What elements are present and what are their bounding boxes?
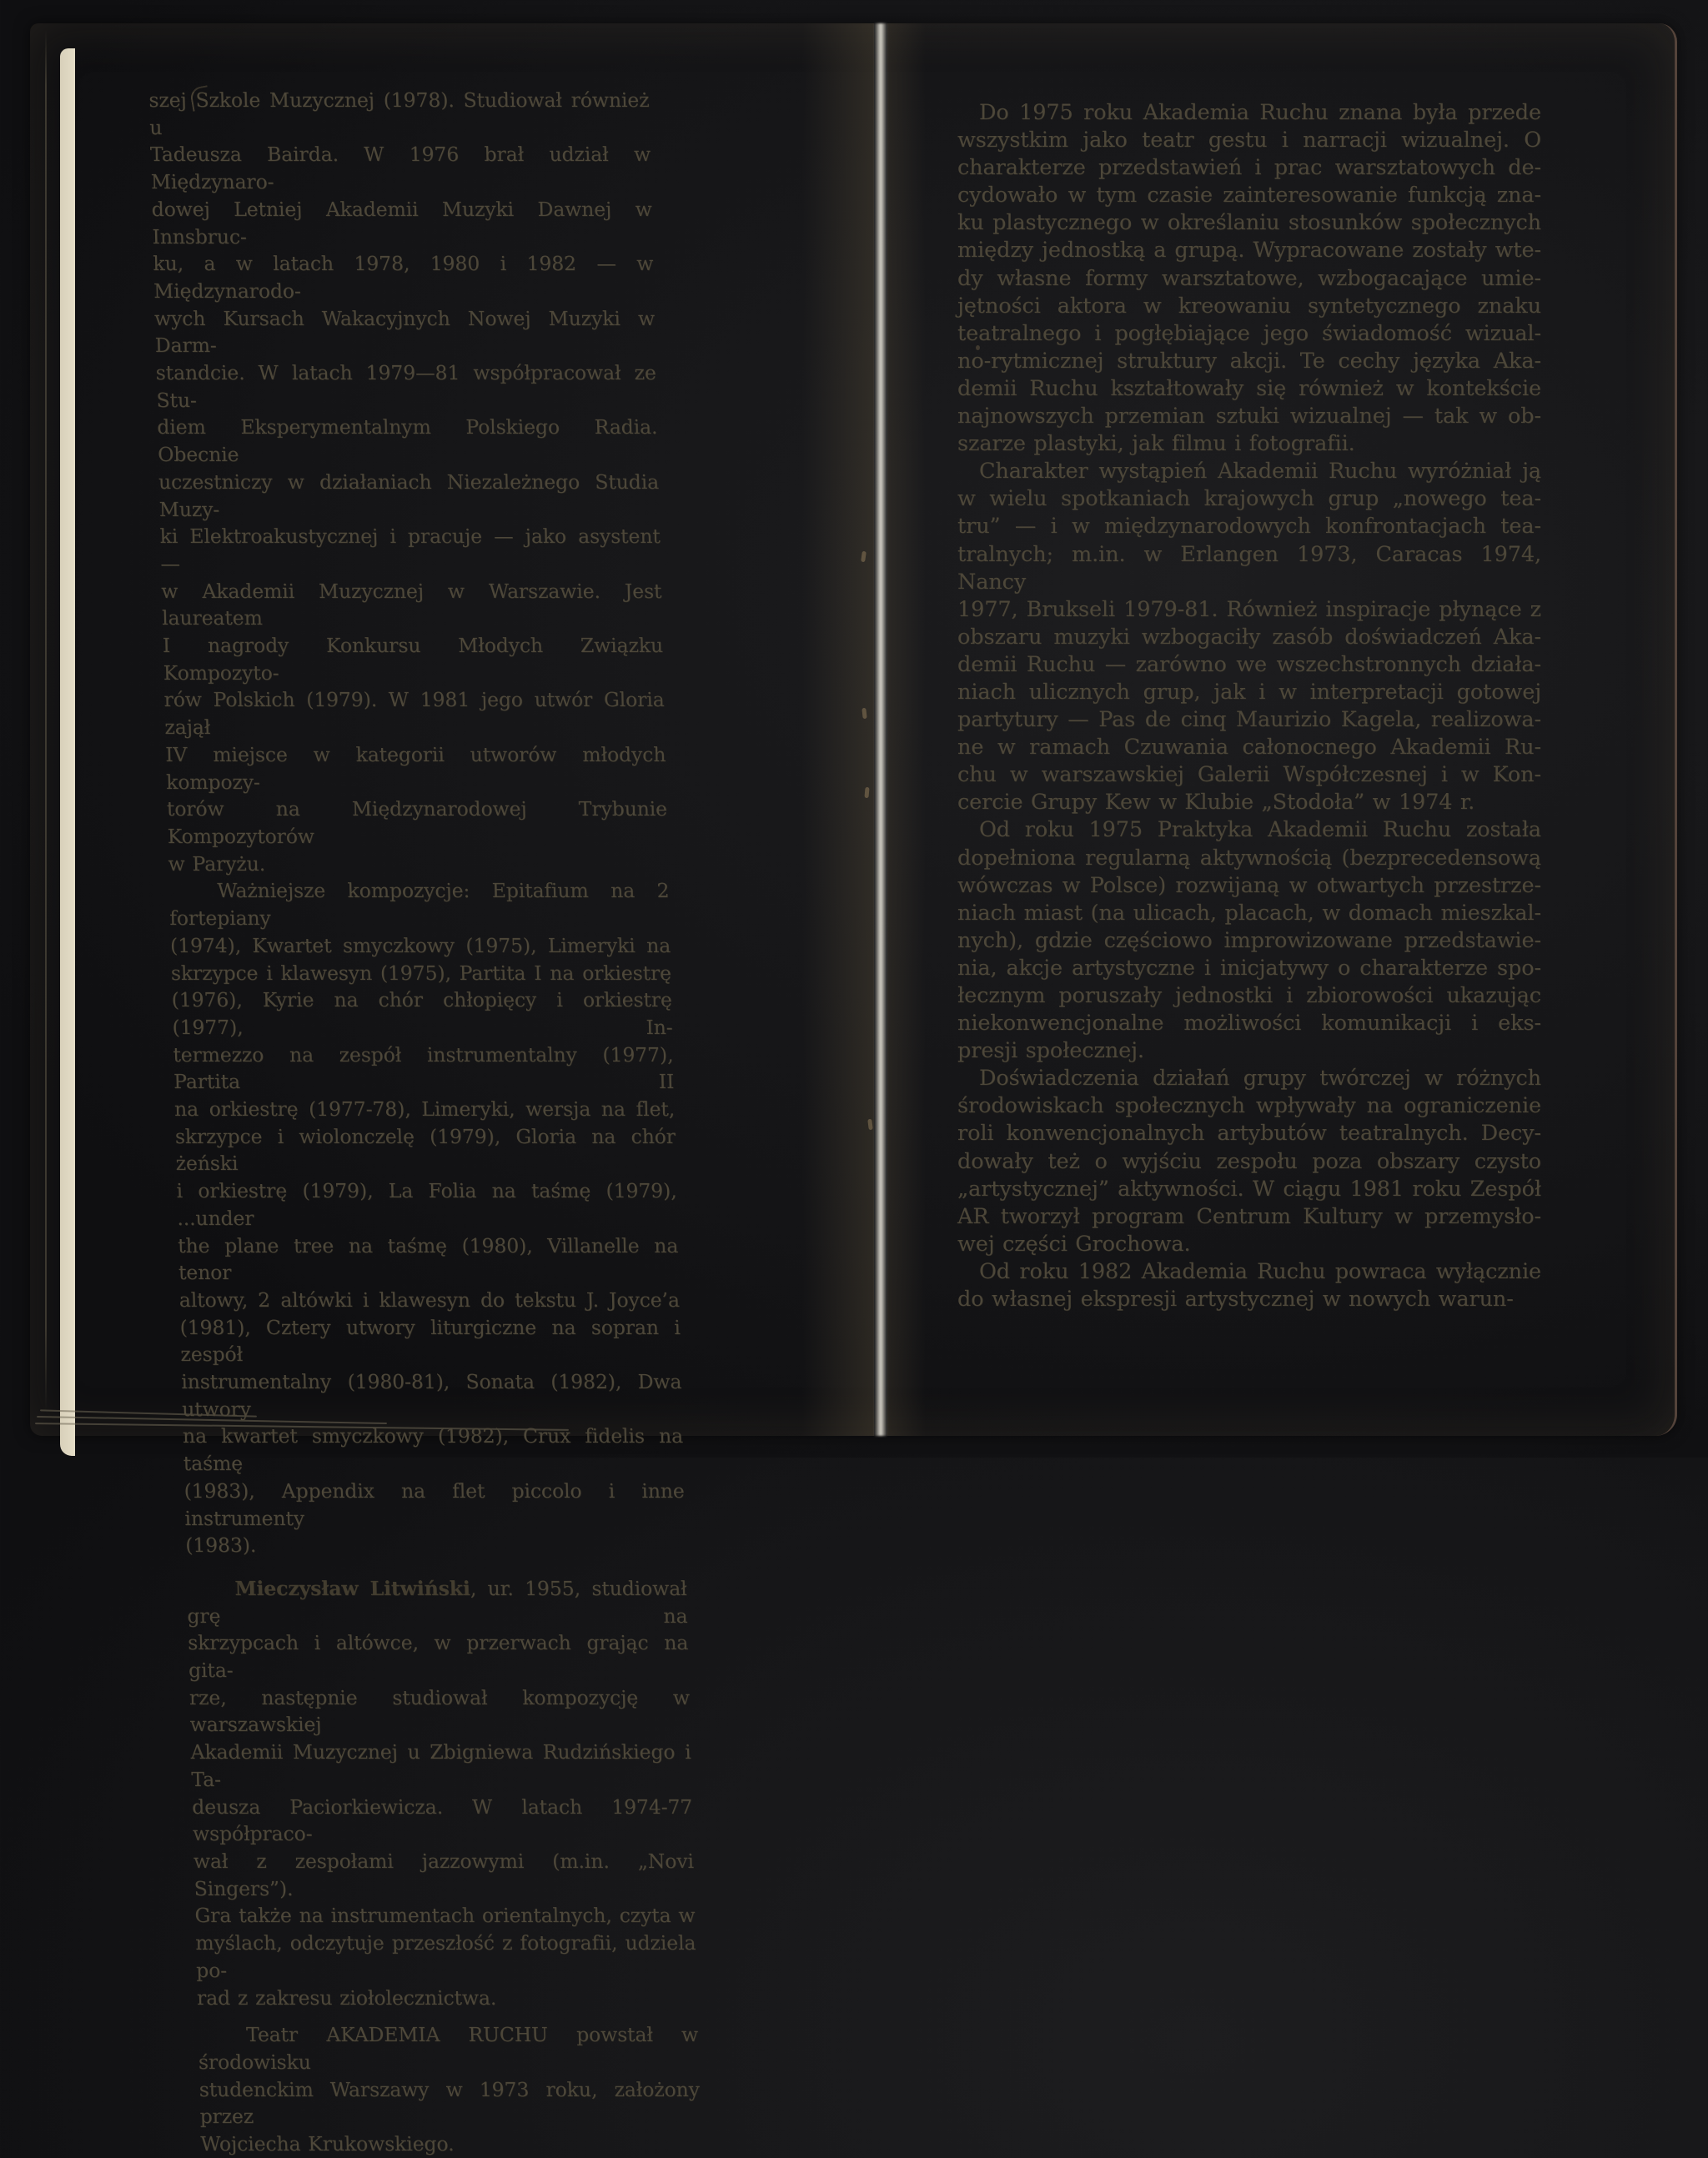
text-line: niekonwencjonalne możliwości komunikacji i eks-: [957, 1011, 1541, 1036]
text-line: obszaru muzyki wzbogaciły zasób doświadczeń Aka-: [957, 624, 1541, 650]
text-line: rad z zakresu ziołolecznictwa.: [196, 1985, 497, 2010]
text-line: Tadeusza Bairda. W 1976 brał udział w Międzynaro-: [149, 143, 651, 194]
page-stack-edge: [60, 48, 75, 1456]
text-line: chu w warszawskiej Galerii Współczesnej i w Kon-: [957, 762, 1541, 788]
text-line: jętności aktora w kreowaniu syntetycznego znaku: [957, 293, 1541, 319]
text-line: torów na Międzynarodowej Trybunie Kompozytorów: [166, 797, 668, 848]
text-line: charakterze przedstawień i prac warsztatowych de-: [957, 155, 1541, 181]
text-line: tralnych; m.in. w Erlangen 1973, Caracas 1974, Nancy: [957, 541, 1541, 595]
text-line: Doświadczenia działań grupy twórczej w różnych: [979, 1066, 1541, 1092]
text-line: the plane tree na taśmę (1980), Villanelle na tenor: [177, 1233, 679, 1285]
text-line: do własnej ekspresji artystycznej w nowych warun-: [957, 1287, 1514, 1312]
text-line: ki Elektroakustycznej i pracuje — jako asystent —: [159, 524, 661, 575]
left-page-text-column: [148, 87, 701, 2158]
text-line: (1983), Appendix na flet piccolo i inne instrumenty: [183, 1478, 685, 1530]
paragraph: [957, 816, 1541, 1065]
text-line: dowały też o wyjściu zespołu poza obszary czysto: [957, 1148, 1541, 1174]
text-line: (1981), Cztery utwory liturgiczne na sopran i zespół: [179, 1315, 681, 1367]
text-line: wówczas w Polsce) rozwijaną w otwartych przestrze-: [957, 872, 1541, 898]
text-line: Od roku 1975 Praktyka Akademii Ruchu została: [979, 817, 1541, 843]
paragraph: [957, 1065, 1541, 1258]
person-name-bold: Mieczysław Litwiński: [234, 1576, 471, 1600]
text-line: dopełniona regularną aktywnością (bezprecedensową: [957, 845, 1541, 871]
text-line: szarze plastyki, jak filmu i fotografii.: [957, 431, 1355, 457]
text-line: najnowszych przemian sztuki wizualnej — tak w ob-: [957, 404, 1541, 429]
text-line: termezzo na zespół instrumentalny (1977), Partita II: [173, 1042, 675, 1094]
page-edge-line: [45, 30, 47, 1411]
text-line: w Paryżu.: [168, 851, 266, 876]
text-line: IV miejsce w kategorii utworów młodych kompozy-: [164, 742, 666, 794]
text-line: wych Kursach Wakacyjnych Nowej Muzyki w Darm-: [153, 306, 656, 358]
text-line: myślach, odczytuje przeszłość z fotografii, udziela po-: [194, 1931, 696, 1982]
text-line: rów Polskich (1979). W 1981 jego utwór Gloria zajął: [163, 688, 665, 740]
text-line: (1974), Kwartet smyczkowy (1975), Limeryki na: [169, 933, 671, 957]
text-line: skrzypce i wiolonczelę (1979), Gloria na chór żeński: [174, 1124, 676, 1176]
text-line: diem Eksperymentalnym Polskiego Radia. Obecnie: [156, 415, 658, 467]
text-line: łecznym poruszały jednostki i zbiorowości ukazując: [957, 983, 1541, 1008]
text-line: deusza Paciorkiewicza. W latach 1974-77 współpraco-: [191, 1794, 693, 1846]
text-line: demii Ruchu kształtowały się również w kontekście: [957, 375, 1541, 401]
text-line: „artystycznej” aktywności. W ciągu 1981 roku Zespół: [957, 1176, 1541, 1202]
text-line: wszystkim jako teatr gestu i narracji wizualnej. O: [957, 128, 1541, 153]
text-line: roli konwencjonalnych artybutów teatralnych. Decy-: [957, 1121, 1541, 1147]
text-line: cercie Grupy Kew w Klubie „Stodoła” w 1974 r.: [957, 790, 1475, 816]
text-line: Od roku 1982 Akademia Ruchu powraca wyłącznie: [979, 1258, 1541, 1284]
text-line: niach ulicznych grup, jak i w interpretacji gotowej: [957, 679, 1541, 705]
paragraph: [148, 87, 669, 877]
text-line: Charakter wystąpień Akademii Ruchu wyróżniał ją: [979, 459, 1541, 484]
text-line: ku plastycznego w określaniu stosunków społecznych: [957, 210, 1541, 236]
text-line: no-rytmicznej struktury akcji. Te cechy języka Aka-: [957, 348, 1541, 374]
text-line: presji społecznej.: [957, 1038, 1144, 1064]
text-line: demii Ruchu — zarówno we wszechstronnych działa-: [957, 651, 1541, 677]
text-line: AR tworzył program Centrum Kultury w przemysło-: [957, 1203, 1541, 1229]
text-line: altowy, 2 altówki i klawesyn do tekstu J. Joyce’a: [178, 1287, 681, 1312]
text-line: na kwartet smyczkowy (1982), Crux fidelis na taśmę: [182, 1424, 684, 1476]
text-line: niach miast (na ulicach, placach, w domach mieszkal-: [957, 900, 1541, 926]
text-line: (1976), Kyrie na chór chłopięcy i orkiestrę (1977), In-: [171, 988, 673, 1039]
text-line: Wojciecha Krukowskiego.: [200, 2132, 455, 2156]
book-spine-crease: [874, 23, 887, 1436]
text-line: nych), gdzie częściowo improwizowane przedstawie-: [957, 927, 1541, 953]
paragraph: [957, 458, 1541, 816]
text-line: teatralnego i pogłębiające jego świadomość wizual-: [957, 320, 1541, 346]
book-spine-shadow: [887, 23, 926, 1436]
text-line: Akademii Muzycznej u Zbigniewa Rudzińskiego i Ta-: [190, 1740, 691, 1791]
paragraph: [186, 1575, 697, 2011]
text-line: nia, akcje artystyczne i inicjatywy o charakterze spo-: [957, 955, 1541, 981]
text-line: (1983).: [184, 1533, 257, 1558]
text-line: skrzypce i klawesyn (1975), Partita I na orkiestrę: [170, 961, 672, 985]
text-line: rze, następnie studiował kompozycję w warszawskiej: [188, 1685, 691, 1737]
text-line: skrzypcach i altówce, w przerwach grając na gita-: [187, 1631, 689, 1683]
text-line: ku, a w latach 1978, 1980 i 1982 — w Międzynarodo-: [153, 252, 654, 303]
paragraph: [957, 99, 1541, 458]
text-line: dowej Letniej Akademii Muzyki Dawnej w Innsbruc-: [151, 197, 653, 248]
text-line: Gra także na instrumentach orientalnych, czyta w: [194, 1904, 696, 1928]
text-line: instrumentalny (1980-81), Sonata (1982), Dwa utwory: [180, 1370, 682, 1421]
text-line: Do 1975 roku Akademia Ruchu znana była przede: [979, 100, 1541, 125]
text-line: 1977, Brukseli 1979-81. Również inspiracje płynące z: [957, 596, 1541, 622]
text-line: szej Szkole Muzycznej (1978). Studiował również u: [148, 88, 650, 139]
text-line: tru” — i w międzynarodowych konfrontacjach tea-: [957, 514, 1541, 540]
text-line: studenckim Warszawy w 1973 roku, założony przez: [198, 2077, 701, 2129]
text-line: Teatr AKADEMIA RUCHU powstał w środowisku: [198, 2023, 699, 2074]
text-line: wał z zespołami jazzowymi (m.in. „Novi Singers”).: [193, 1849, 695, 1900]
text-line: na orkiestrę (1977-78), Limeryki, wersja na flet,: [173, 1097, 676, 1122]
text-line: w wielu spotkaniach krajowych grup „nowego tea-: [957, 486, 1541, 512]
text-line: między jednostką a grupą. Wypracowane zostały wte-: [957, 238, 1541, 263]
text-line: partytury — Pas de cinq Maurizio Kagela, realizowa-: [957, 707, 1541, 733]
text-line: wej części Grochowa.: [957, 1231, 1191, 1257]
text-line: i orkiestrę (1979), La Folia na taśmę (1979), ...under: [176, 1179, 677, 1230]
text-line: dy własne formy warsztatowe, wzbogacające umie-: [957, 265, 1541, 291]
text-line: Ważniejsze kompozycje: Epitafium na 2 fortepiany: [168, 879, 670, 931]
text-line: Mieczysław Litwiński, ur. 1955, studiował grę na: [187, 1576, 688, 1628]
paragraph: [168, 877, 686, 1559]
text-line: standcie. W latach 1979—81 współpracował ze Stu-: [155, 361, 657, 412]
paragraph: [957, 1258, 1541, 1313]
text-line: I nagrody Konkursu Młodych Związku Kompozyto-: [162, 634, 664, 685]
right-page-text-column: [957, 99, 1541, 1313]
text-line: w Akademii Muzycznej w Warszawie. Jest laureatem: [160, 579, 662, 630]
text-line: środowiskach społecznych wpływały na ograniczenie: [957, 1093, 1541, 1119]
text-line: cydowało w tym czasie zainteresowanie funkcją zna-: [957, 183, 1541, 208]
text-line: ne w ramach Czuwania całonocnego Akademii Ru-: [957, 735, 1541, 760]
text-line: uczestniczy w działaniach Niezależnego Studia Muzy-: [158, 469, 660, 521]
book-spine-shadow: [802, 23, 874, 1436]
paragraph: [198, 2021, 701, 2158]
